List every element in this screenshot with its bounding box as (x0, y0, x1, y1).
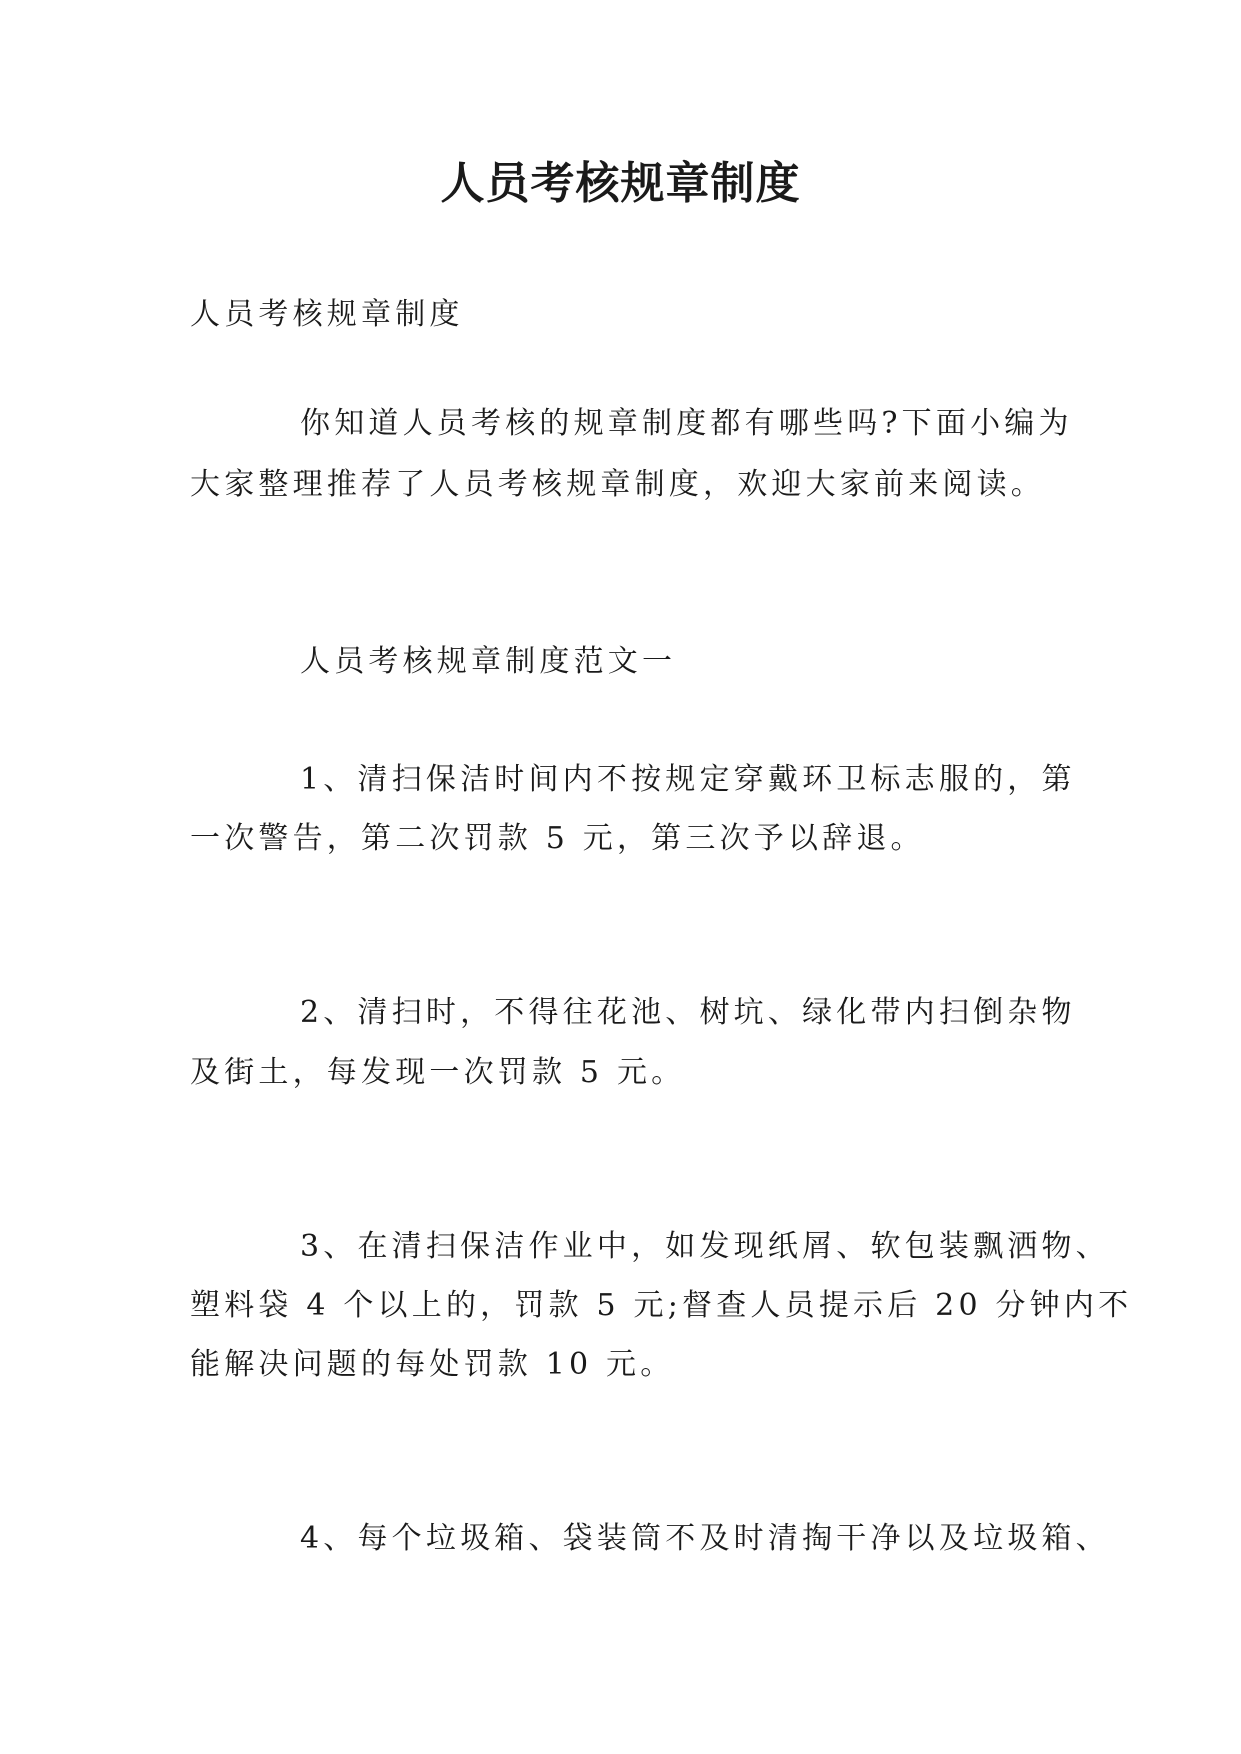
intro-line-1: 你知道人员考核的规章制度都有哪些吗?下面小编为 (300, 406, 1073, 441)
item-3-line-2: 塑料袋 4 个以上的，罚款 5 元;督查人员提示后 20 分钟内不 (190, 1288, 1133, 1323)
item-3-line-3: 能解决问题的每处罚款 10 元。 (190, 1347, 675, 1382)
item-1-line-2: 一次警告，第二次罚款 5 元，第三次予以辞退。 (190, 821, 925, 856)
section-title: 人员考核规章制度范文一 (300, 644, 677, 679)
item-1-line-1: 1、清扫保洁时间内不按规定穿戴环卫标志服的，第 (300, 762, 1076, 797)
document-heading: 人员考核规章制度 (190, 297, 464, 332)
item-2-line-1: 2、清扫时，不得往花池、树坑、绿化带内扫倒杂物 (300, 995, 1076, 1030)
intro-line-2: 大家整理推荐了人员考核规章制度，欢迎大家前来阅读。 (190, 467, 1045, 502)
item-2-line-2: 及街土，每发现一次罚款 5 元。 (190, 1055, 686, 1090)
item-4-line-1: 4、每个垃圾箱、袋装筒不及时清掏干净以及垃圾箱、 (300, 1521, 1110, 1556)
item-3-line-1: 3、在清扫保洁作业中，如发现纸屑、软包装飘洒物、 (300, 1229, 1110, 1264)
document-title: 人员考核规章制度 (440, 158, 801, 209)
